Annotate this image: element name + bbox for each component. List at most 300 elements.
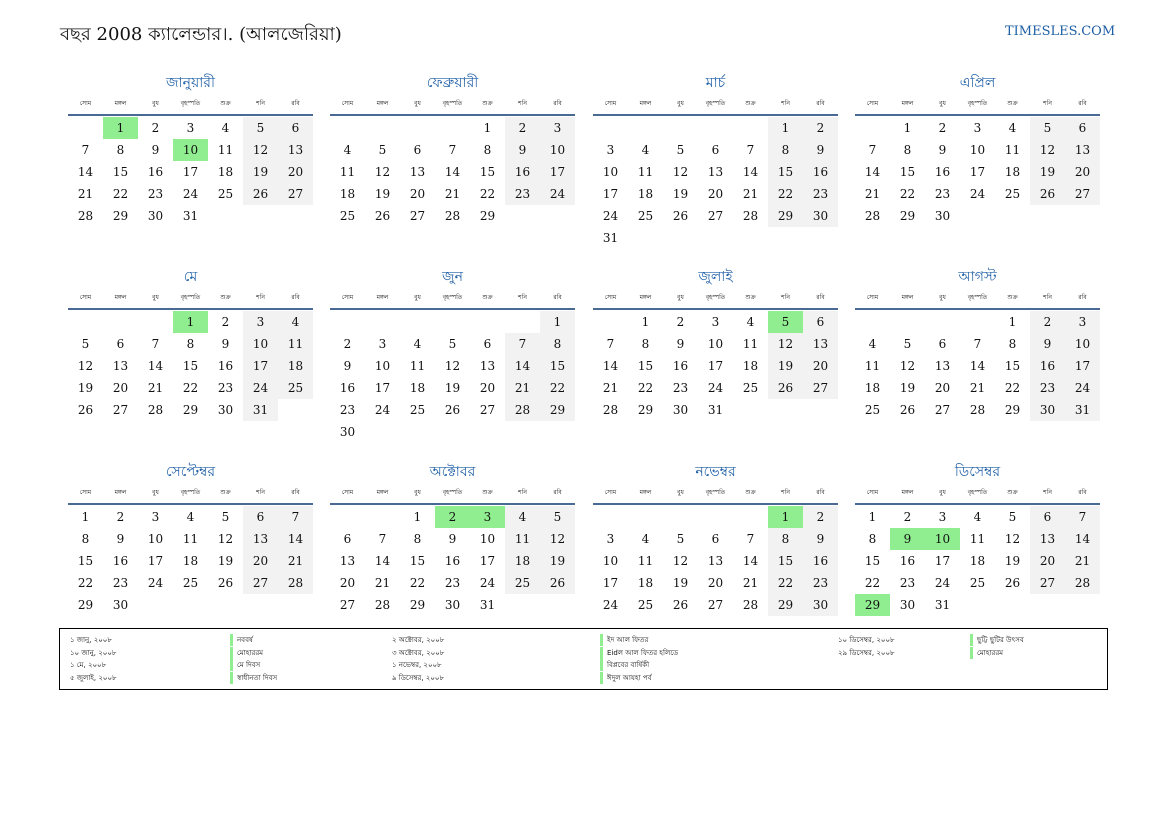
day-cell: 27 <box>803 377 838 399</box>
day-cell: 20 <box>243 550 278 572</box>
day-cell: 9 <box>151 143 160 157</box>
day-cell: 4 <box>641 143 650 157</box>
empty-cell <box>278 399 313 421</box>
day-cell: 19 <box>768 355 803 377</box>
day-cell: 21 <box>742 187 759 201</box>
day-cell: 22 <box>182 381 199 395</box>
day-cell: 9 <box>448 532 457 546</box>
day-cell: 7 <box>378 532 387 546</box>
week-row <box>330 183 575 205</box>
weekday-label: সোম <box>79 99 92 107</box>
day-cell: 11 <box>182 532 199 546</box>
day-cell: 27 <box>707 209 724 223</box>
day-cell: 18 <box>637 576 654 590</box>
day-cell: 22 <box>637 381 654 395</box>
empty-cell <box>628 506 663 528</box>
day-cell: 26 <box>768 377 803 399</box>
legend-holiday-name: ইদ আল ফিতর <box>600 634 648 646</box>
day-cell: 20 <box>409 187 426 201</box>
day-cell: 9 <box>1030 333 1065 355</box>
week-row <box>68 161 313 183</box>
month-name: এপ্রিল <box>959 75 996 91</box>
day-cell: 24 <box>479 576 496 590</box>
day-cell: 21 <box>505 377 540 399</box>
day-cell: 13 <box>409 165 426 179</box>
week-row <box>855 333 1100 355</box>
day-cell: 10 <box>1065 333 1100 355</box>
empty-cell <box>365 421 400 443</box>
weekday-label: মঙ্গল <box>114 488 127 496</box>
week-row <box>855 550 1100 572</box>
empty-cell <box>435 311 470 333</box>
weekday-label: বুধ <box>939 99 946 107</box>
weekday-header <box>330 288 575 306</box>
day-cell: 23 <box>505 183 540 205</box>
day-cell: 7 <box>278 506 313 528</box>
day-cell: 16 <box>217 359 234 373</box>
day-cell: 23 <box>217 381 234 395</box>
empty-cell <box>1065 205 1100 227</box>
day-cell: 3 <box>973 121 982 135</box>
weekday-label: শনি <box>781 488 790 496</box>
weekday-label: বৃহস্পতি <box>967 293 988 301</box>
day-cell: 6 <box>243 506 278 528</box>
empty-cell <box>960 311 995 333</box>
weekday-label: বৃহস্পতি <box>967 99 988 107</box>
empty-cell <box>540 594 575 616</box>
week-row <box>855 183 1100 205</box>
weekday-label: বুধ <box>414 293 421 301</box>
week-row <box>68 183 313 205</box>
day-cell: 10 <box>147 532 164 546</box>
day-cell: 14 <box>602 359 619 373</box>
day-cell: 15 <box>112 165 129 179</box>
day-cell: 18 <box>217 165 234 179</box>
day-cell: 28 <box>77 209 94 223</box>
weekday-label: শুক্র <box>482 99 493 107</box>
day-cell: 29 <box>768 205 803 227</box>
day-cell: 29 <box>899 209 916 223</box>
day-cell: 2 <box>151 121 160 135</box>
empty-cell <box>890 311 925 333</box>
day-cell: 2 <box>803 506 838 528</box>
month-name: আগস্ট <box>958 269 997 285</box>
holiday-day-cell: 10 <box>925 528 960 550</box>
day-cell: 24 <box>934 576 951 590</box>
day-cell: 25 <box>1004 187 1021 201</box>
day-cell: 29 <box>540 399 575 421</box>
day-cell: 19 <box>217 554 234 568</box>
day-cell: 1 <box>768 117 803 139</box>
day-cell: 8 <box>868 532 877 546</box>
day-cell: 15 <box>768 550 803 572</box>
day-cell: 19 <box>672 576 689 590</box>
month-name: জুলাই <box>698 269 733 285</box>
day-cell: 11 <box>505 528 540 550</box>
day-cell: 7 <box>746 532 755 546</box>
week-row <box>855 117 1100 139</box>
week-row <box>68 572 313 594</box>
day-cell: 10 <box>602 554 619 568</box>
weekday-label: রবি <box>291 488 300 496</box>
day-cell: 20 <box>707 187 724 201</box>
day-cell: 12 <box>444 359 461 373</box>
day-cell: 23 <box>803 183 838 205</box>
day-cell: 4 <box>746 315 755 329</box>
day-cell: 21 <box>444 187 461 201</box>
empty-cell <box>663 506 698 528</box>
week-row <box>593 528 838 550</box>
empty-cell <box>400 421 435 443</box>
day-cell: 19 <box>672 187 689 201</box>
week-row <box>593 311 838 333</box>
day-cell: 28 <box>742 209 759 223</box>
empty-cell <box>68 311 103 333</box>
legend-date: ৯ ডিসেম্বর, ২০০৮ <box>392 673 444 682</box>
day-cell: 24 <box>707 381 724 395</box>
empty-cell <box>208 594 243 616</box>
weekday-label: শনি <box>518 99 527 107</box>
day-cell: 11 <box>1004 143 1021 157</box>
weekday-label: বৃহস্পতি <box>442 293 463 301</box>
holiday-day-cell: 1 <box>173 311 208 333</box>
empty-cell <box>278 205 313 227</box>
week-row <box>593 227 838 249</box>
day-cell: 11 <box>339 165 356 179</box>
month-block <box>855 266 1100 421</box>
day-cell: 11 <box>637 165 654 179</box>
weekday-label: শুক্র <box>1007 488 1018 496</box>
day-cell: 17 <box>602 576 619 590</box>
day-cell: 14 <box>147 359 164 373</box>
day-cell: 18 <box>637 187 654 201</box>
week-row <box>68 550 313 572</box>
day-cell: 28 <box>1065 572 1100 594</box>
weekday-label: শুক্র <box>482 293 493 301</box>
day-cell: 24 <box>1065 377 1100 399</box>
day-cell: 3 <box>378 337 387 351</box>
weekday-label: বুধ <box>152 99 159 107</box>
day-cell: 27 <box>278 183 313 205</box>
day-cell: 18 <box>409 381 426 395</box>
weekday-label: বুধ <box>677 293 684 301</box>
weekday-label: সোম <box>866 488 879 496</box>
day-cell: 20 <box>934 381 951 395</box>
weekday-label: সোম <box>866 293 879 301</box>
week-row <box>330 311 575 333</box>
site-link[interactable]: TIMESLES.COM <box>1005 24 1116 39</box>
day-cell: 14 <box>969 359 986 373</box>
day-cell: 29 <box>637 403 654 417</box>
week-row <box>593 183 838 205</box>
week-row <box>330 550 575 572</box>
week-row <box>593 594 838 616</box>
month-block <box>68 461 313 616</box>
day-cell: 21 <box>742 576 759 590</box>
day-cell: 28 <box>374 598 391 612</box>
day-cell: 8 <box>483 143 492 157</box>
day-cell: 6 <box>1065 117 1100 139</box>
day-cell: 5 <box>676 532 685 546</box>
day-cell: 12 <box>217 532 234 546</box>
day-cell: 18 <box>1004 165 1021 179</box>
day-cell: 24 <box>182 187 199 201</box>
weekday-header <box>330 94 575 112</box>
holiday-day-cell: 3 <box>470 506 505 528</box>
day-cell: 18 <box>969 554 986 568</box>
day-cell: 22 <box>77 576 94 590</box>
day-cell: 17 <box>707 359 724 373</box>
header-divider <box>593 308 838 310</box>
day-cell: 17 <box>540 161 575 183</box>
header-divider <box>855 308 1100 310</box>
day-cell: 22 <box>112 187 129 201</box>
day-cell: 16 <box>444 554 461 568</box>
legend-date: ১ মে, ২০০৮ <box>70 661 107 669</box>
header-divider <box>855 503 1100 505</box>
weekday-label: বৃহস্পতি <box>442 99 463 107</box>
week-row <box>68 333 313 355</box>
week-row <box>855 161 1100 183</box>
day-cell: 6 <box>116 337 125 351</box>
weekday-label: রবি <box>291 293 300 301</box>
day-cell: 15 <box>182 359 199 373</box>
empty-cell <box>103 311 138 333</box>
weekday-label: সোম <box>604 293 617 301</box>
empty-cell <box>505 421 540 443</box>
day-cell: 24 <box>540 183 575 205</box>
week-row <box>330 355 575 377</box>
day-cell: 12 <box>374 165 391 179</box>
day-cell: 6 <box>278 117 313 139</box>
day-cell: 20 <box>112 381 129 395</box>
day-cell: 9 <box>803 139 838 161</box>
day-cell: 14 <box>742 165 759 179</box>
holiday-day-cell: 1 <box>103 117 138 139</box>
week-row <box>330 377 575 399</box>
day-cell: 17 <box>243 355 278 377</box>
day-cell: 26 <box>672 598 689 612</box>
day-cell: 24 <box>374 403 391 417</box>
empty-cell <box>330 506 365 528</box>
weekday-label: মঙ্গল <box>114 293 127 301</box>
week-row <box>593 205 838 227</box>
day-cell: 8 <box>903 143 912 157</box>
month-name: ডিসেম্বর <box>954 464 1001 480</box>
day-cell: 17 <box>934 554 951 568</box>
day-cell: 29 <box>768 594 803 616</box>
day-cell: 11 <box>217 143 234 157</box>
empty-cell <box>1065 594 1100 616</box>
day-cell: 11 <box>969 532 986 546</box>
week-row <box>855 139 1100 161</box>
day-cell: 30 <box>1030 399 1065 421</box>
day-cell: 21 <box>374 576 391 590</box>
day-cell: 17 <box>602 187 619 201</box>
day-cell: 7 <box>448 143 457 157</box>
week-row <box>68 506 313 528</box>
weekday-label: শুক্র <box>220 293 231 301</box>
day-cell: 24 <box>147 576 164 590</box>
empty-cell <box>435 421 470 443</box>
day-cell: 4 <box>186 510 195 524</box>
day-cell: 13 <box>934 359 951 373</box>
weekday-label: সোম <box>866 99 879 107</box>
day-cell: 1 <box>868 510 877 524</box>
day-cell: 8 <box>768 528 803 550</box>
weekday-label: বুধ <box>414 99 421 107</box>
week-row <box>593 550 838 572</box>
day-cell: 2 <box>343 337 352 351</box>
day-cell: 2 <box>938 121 947 135</box>
day-cell: 13 <box>243 528 278 550</box>
day-cell: 22 <box>479 187 496 201</box>
day-cell: 6 <box>938 337 947 351</box>
day-cell: 20 <box>1065 161 1100 183</box>
weekday-label: শনি <box>256 488 265 496</box>
day-cell: 5 <box>243 117 278 139</box>
month-block <box>855 461 1100 616</box>
empty-cell <box>365 311 400 333</box>
week-row <box>855 311 1100 333</box>
day-cell: 31 <box>243 399 278 421</box>
day-cell: 1 <box>81 510 90 524</box>
header-divider <box>68 114 313 116</box>
empty-cell <box>960 205 995 227</box>
day-cell: 16 <box>672 359 689 373</box>
day-cell: 12 <box>1004 532 1021 546</box>
day-cell: 24 <box>969 187 986 201</box>
day-cell: 14 <box>1065 528 1100 550</box>
day-cell: 20 <box>479 381 496 395</box>
empty-cell <box>138 311 173 333</box>
month-block <box>593 266 838 421</box>
day-cell: 23 <box>803 572 838 594</box>
month-block <box>593 461 838 616</box>
day-cell: 12 <box>672 554 689 568</box>
day-cell: 28 <box>278 572 313 594</box>
day-cell: 27 <box>112 403 129 417</box>
day-cell: 23 <box>1030 377 1065 399</box>
day-cell: 5 <box>81 337 90 351</box>
week-row <box>68 311 313 333</box>
day-cell: 9 <box>803 528 838 550</box>
day-cell: 7 <box>606 337 615 351</box>
day-cell: 31 <box>479 598 496 612</box>
day-cell: 18 <box>182 554 199 568</box>
day-cell: 4 <box>1008 121 1017 135</box>
legend-date: ১ নভেম্বর, ২০০৮ <box>392 661 442 669</box>
day-cell: 17 <box>147 554 164 568</box>
day-cell: 10 <box>540 139 575 161</box>
day-cell: 22 <box>409 576 426 590</box>
day-cell: 9 <box>505 139 540 161</box>
day-cell: 7 <box>868 143 877 157</box>
weekday-label: সোম <box>604 99 617 107</box>
day-cell: 12 <box>1030 139 1065 161</box>
weekday-header <box>68 288 313 306</box>
empty-cell <box>593 117 628 139</box>
week-row <box>593 139 838 161</box>
day-cell: 4 <box>343 143 352 157</box>
day-cell: 2 <box>803 117 838 139</box>
day-cell: 13 <box>707 554 724 568</box>
weekday-label: সোম <box>341 488 354 496</box>
day-cell: 26 <box>1030 183 1065 205</box>
weekday-label: শুক্র <box>220 488 231 496</box>
day-cell: 14 <box>278 528 313 550</box>
weekday-label: বৃহস্পতি <box>705 488 726 496</box>
day-cell: 26 <box>1004 576 1021 590</box>
week-row <box>330 117 575 139</box>
day-cell: 24 <box>602 209 619 223</box>
day-cell: 6 <box>711 143 720 157</box>
day-cell: 5 <box>1008 510 1017 524</box>
day-cell: 19 <box>1030 161 1065 183</box>
day-cell: 8 <box>186 337 195 351</box>
weekday-label: বুধ <box>677 488 684 496</box>
day-cell: 23 <box>934 187 951 201</box>
month-block <box>68 72 313 227</box>
day-cell: 22 <box>1004 381 1021 395</box>
holiday-day-cell: 9 <box>890 528 925 550</box>
day-cell: 25 <box>182 576 199 590</box>
holiday-day-cell: 1 <box>768 506 803 528</box>
day-cell: 25 <box>742 381 759 395</box>
weekday-header <box>593 483 838 501</box>
day-cell: 14 <box>444 165 461 179</box>
empty-cell <box>470 421 505 443</box>
month-name: সেপ্টেম্বর <box>165 464 216 480</box>
day-cell: 11 <box>742 337 759 351</box>
day-cell: 4 <box>221 121 230 135</box>
day-cell: 5 <box>448 337 457 351</box>
day-cell: 30 <box>147 209 164 223</box>
week-row <box>68 139 313 161</box>
legend-holiday-name: মোহাররম <box>230 647 263 659</box>
empty-cell <box>628 117 663 139</box>
day-cell: 30 <box>899 598 916 612</box>
week-row <box>593 572 838 594</box>
weekday-header <box>593 288 838 306</box>
day-cell: 21 <box>602 381 619 395</box>
day-cell: 25 <box>217 187 234 201</box>
weekday-label: মঙ্গল <box>376 99 389 107</box>
day-cell: 11 <box>864 359 881 373</box>
day-cell: 30 <box>803 594 838 616</box>
empty-cell <box>733 506 768 528</box>
month-block <box>330 266 575 443</box>
day-cell: 10 <box>602 165 619 179</box>
weekday-header <box>855 288 1100 306</box>
day-cell: 15 <box>1004 359 1021 373</box>
day-cell: 29 <box>409 598 426 612</box>
day-cell: 4 <box>413 337 422 351</box>
day-cell: 31 <box>707 403 724 417</box>
weekday-label: বৃহস্পতি <box>180 488 201 496</box>
header-divider <box>68 308 313 310</box>
weekday-label: রবি <box>1078 293 1087 301</box>
week-row <box>593 377 838 399</box>
legend-date: ১০ ডিসেম্বর, ২০০৮ <box>838 636 895 644</box>
month-name: ফেব্রুয়ারী <box>426 75 479 91</box>
week-row <box>855 377 1100 399</box>
day-cell: 17 <box>969 165 986 179</box>
empty-cell <box>855 117 890 139</box>
day-cell: 26 <box>899 403 916 417</box>
legend-date: ৫ জুলাই, ২০০৮ <box>70 673 117 682</box>
empty-cell <box>505 594 540 616</box>
